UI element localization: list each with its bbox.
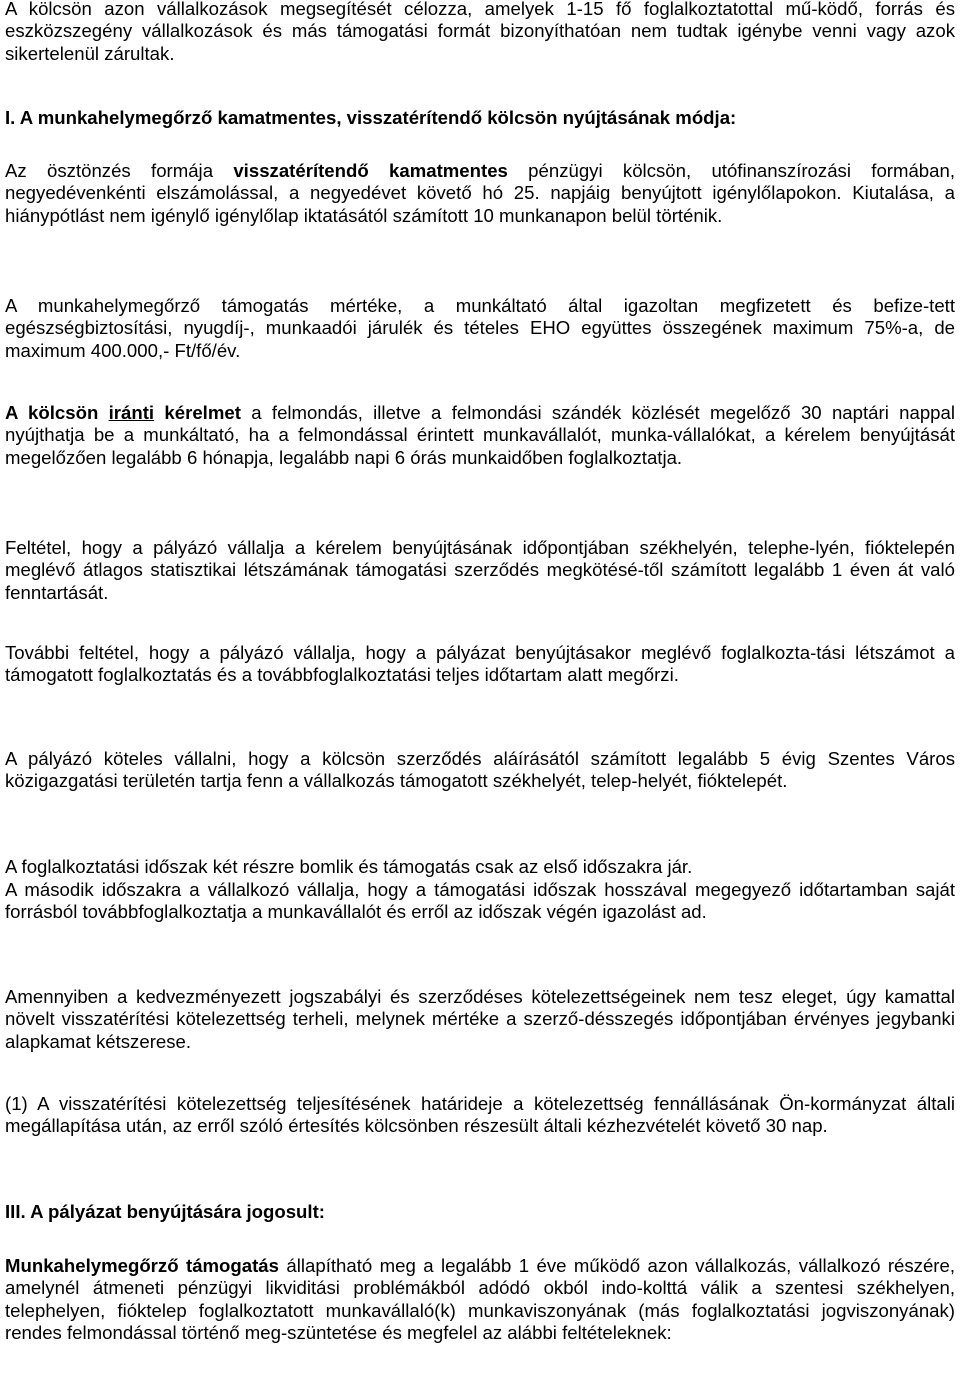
section-heading-3-text: III. A pályázat benyújtására jogosult: [5,1201,325,1222]
paragraph-3 [5,402,955,469]
paragraph-6 [5,748,955,793]
paragraph-2 [5,295,955,362]
p3-text-underlined: iránti [108,402,155,423]
p3-text-bold-c: kérelmet [154,402,241,423]
section-heading-3 [5,1201,955,1223]
paragraph-7-line-1 [5,856,955,878]
p10-text: állapítható meg a legalább 1 éve működő azon vállalkozás, vállalkozó részére, amelynél átmeneti pénzügyi likviditási problémákból adódó okból indo-kolttá válik a szentesi székhelyen, telephelyen, fióktelep foglalkoztatott munkavállaló(k) munkaviszonyának (más foglalkoztatási jogviszonyának) rendes felmondással történő meg-szüntetése és megfelel az alábbi feltételeknek: [5,1255,955,1344]
p8-text: Amennyiben a kedvezményezett jogszabályi és szerződéses kötelezettségeinek nem tesz eleget, úgy kamattal növelt visszatérítési kötelezettség terheli, melynek mértéke a szerző-désszegés időpontjában érvényes jegybanki alapkamat kétszerese. [5,986,955,1052]
paragraph-7 [5,879,955,924]
p10-text-bold: Munkahelymegőrző támogatás [5,1255,279,1276]
p3-text-bold-a: A kölcsön [5,402,109,423]
p1-text-bold: visszatérítendő kamatmentes [233,160,508,181]
paragraph-5 [5,642,955,687]
p5-text: További feltétel, hogy a pályázó vállalja, hogy a pályázat benyújtásakor meglévő foglalkozta-tási létszámot a támogatott foglalkoztatás és a továbbfoglalkoztatási teljes időtartam alatt megőrzi. [5,642,955,686]
p7-text: A második időszakra a vállalkozó vállalja, hogy a támogatási időszak hosszával megegyező időtartamban saját forrásból továbbfoglalkoztatja a munkavállalót és erről az időszak végén igazolást ad. [5,879,955,923]
section-heading-1-text: I. A munkahelymegőrző kamatmentes, visszatérítendő kölcsön nyújtásának módja: [5,107,737,128]
paragraph-1 [5,160,955,227]
intro-text: A kölcsön azon vállalkozások megsegítését célozza, amelyek 1-15 fő foglalkoztatottal mű-ködő, forrás és eszközszegény vállalkozások és más támogatási formát bizonyíthatóan nem tudtak igénybe venni vagy azok sikertelenül zárultak. [5,0,955,64]
p4-text: Feltétel, hogy a pályázó vállalja a kérelem benyújtásának időpontjában székhelyén, telephe-lyén, fióktelepén meglévő átlagos statisztikai létszámának támogatási szerződés megkötésé-től számított legalább 1 éven át való fenntartását. [5,537,955,603]
p2-text: A munkahelymegőrző támogatás mértéke, a munkáltató által igazoltan megfizetett és befize-tett egészségbiztosítási, nyugdíj-, munkaadói járulék és tételes EHO együttes összegének maximum 75%-a, de maximum 400.000,- Ft/fő/év. [5,295,955,361]
p1-text-c: pénzügyi kölcsön, utófinanszírozási formában, negyedévenkénti elszámolással, a negyedévet követő hó 25. napjáig benyújtott igénylőlapokon. Kiutalása, a hiánypótlást nem igénylő igénylőlap iktatásától számított 10 munkanapon belül történik. [5,160,955,226]
paragraph-10 [5,1255,955,1345]
paragraph-9 [5,1093,955,1138]
paragraph-8 [5,986,955,1053]
p7-line1-text: A foglalkoztatási időszak két részre bomlik és támogatás csak az első időszakra jár. [5,856,693,877]
p6-text: A pályázó köteles vállalni, hogy a kölcsön szerződés aláírásától számított legalább 5 évig Szentes Város közigazgatási területén tartja fenn a vállalkozás támogatott székhelyét, telep-helyét, fióktelepét. [5,748,955,792]
section-heading-1 [5,107,955,129]
intro-paragraph [5,0,955,65]
paragraph-4 [5,537,955,604]
p3-text-d: a felmondás, illetve a felmondási szándék közlését megelőző 30 naptári nappal nyújthatja be a munkáltató, ha a felmondással érintett munkavállalót, munka-vállalókat, a kérelem benyújtását megelőzően legalább 6 hónapja, legalább napi 6 órás munkaidőben foglalkoztatja. [5,402,955,468]
p9-text: (1) A visszatérítési kötelezettség teljesítésének határideje a kötelezettség fennállásának Ön-kormányzat általi megállapítása után, az erről szóló értesítés kölcsönben részesült általi kézhezvételét követő 30 nap. [5,1093,955,1137]
p1-text-a: Az ösztönzés formája [5,160,234,181]
